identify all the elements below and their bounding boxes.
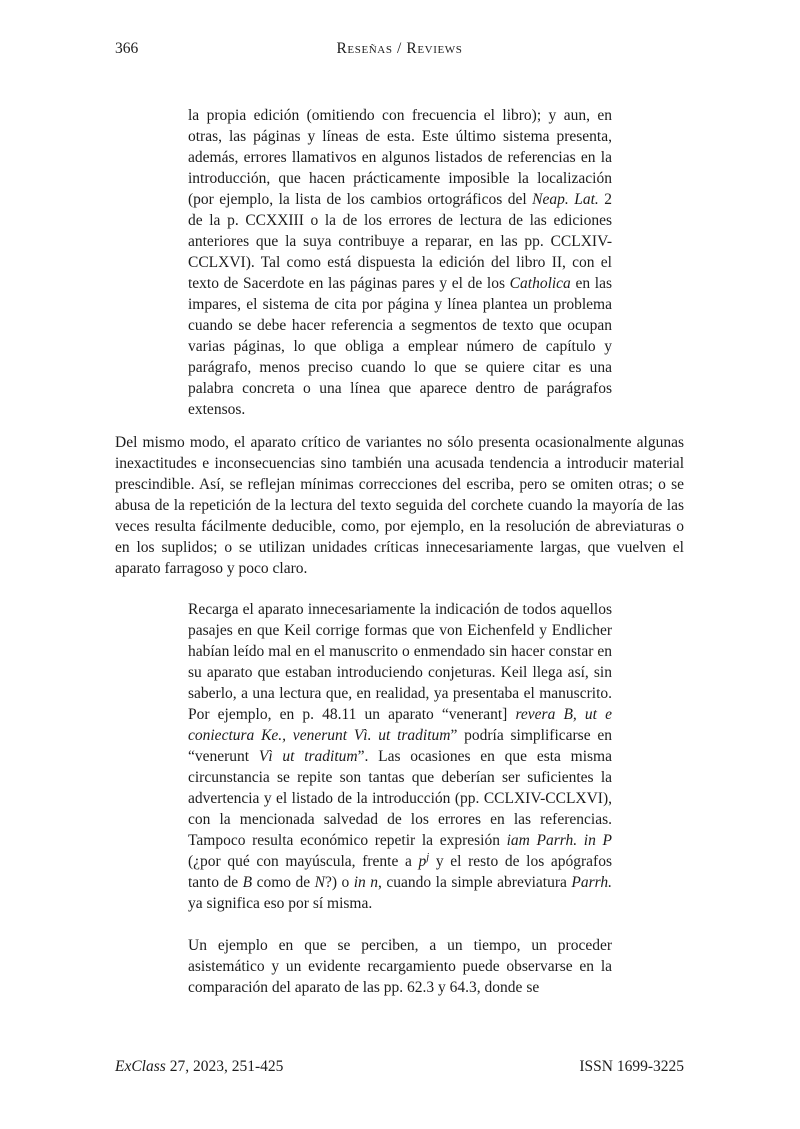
text-run: Parrh. <box>571 874 612 891</box>
block-quote-1 <box>188 105 612 420</box>
body-paragraph-1 <box>115 432 684 579</box>
text-run: como de <box>252 874 315 891</box>
text-run: B <box>242 874 253 891</box>
text-run: Un ejemplo en que se perciben, a un tiempo, un proceder asistemático y un evidente recargamiento puede observarse en la comparación del aparato de las pp. 62.3 y 64.3, donde se <box>188 937 612 996</box>
page-number: 366 <box>115 40 139 57</box>
text-run: N <box>314 874 325 891</box>
text-run: Recarga el aparato innecesariamente la indicación de todos aquellos pasajes en que Keil corrige formas que von Eichenfeld y Endlicher habían leído mal en el manuscrito o enmendado sin hacer constar en su aparato que estaban introduciendo conjeturas. Keil llega así, sin saberlo, a una lectura que, en realidad, ya presentaba el manuscrito. Por ejemplo, en p. 48.11 un aparato “venerant] <box>188 601 612 723</box>
block-quote-2 <box>188 599 612 914</box>
journal-citation <box>115 1056 283 1077</box>
page-header <box>115 38 684 60</box>
text-run: ” podría simplificarse en “venerunt <box>188 727 612 765</box>
text-run: ExClass <box>115 1058 166 1075</box>
text-run: revera B, ut e coniectura Ke., venerunt Vì. ut traditum <box>188 706 612 744</box>
text-run: p <box>418 853 427 870</box>
issn-label: ISSN 1699-3225 <box>579 1058 684 1075</box>
text-run: iam Parrh. in P <box>506 832 612 849</box>
text-run: ya significa eso por sí misma. <box>188 895 373 912</box>
text-run: Del mismo modo, el aparato crítico de variantes no sólo presenta ocasionalmente algunas inexactitudes e inconsecuencias sino también una acusada tendencia a introducir material prescindible. Así, se reflejan mínimas correcciones del escriba, pero se omiten otras; o se abusa de la repetición de la lectura del texto seguida del corchete cuando la mayoría de las veces resulta fácilmente deducible, como, por ejemplo, en la resolución de abreviaturas o en los suplidos; o se utilizan unidades críticas innecesariamente largas, que vuelven el aparato farragoso y poco claro. <box>115 434 684 577</box>
text-run: Neap. Lat. <box>532 191 599 208</box>
text-run: y el resto de los apógrafos tanto de <box>188 853 612 891</box>
page-body <box>115 105 684 998</box>
text-run: , cuando la simple abreviatura <box>378 874 572 891</box>
text-run: in n <box>353 874 379 891</box>
text-run: Catholica <box>509 275 571 292</box>
text-run: (¿por qué con mayúscula, frente a <box>188 853 419 870</box>
text-run: Vì ut traditum <box>258 748 358 765</box>
block-quote-3 <box>188 935 612 998</box>
text-run: la propia edición (omitiendo con frecuencia el libro); y aun, en otras, las páginas y líneas de esta. Este último sistema presenta, además, errores llamativos en algunos listados de referencias en la introducción, que hacen prácticamente imposible la localización (por ejemplo, la lista de los cambios ortográficos del <box>188 107 612 208</box>
text-run: j <box>426 851 430 863</box>
text-run: ”. Las ocasiones en que esta misma circunstancia se repite son tantas que deberían ser suficientes la advertencia y el listado de la introducción (pp. CCLXIV-CCLXVI), con la mencionada salvedad de los errores en las referencias. Tampoco resulta económico repetir la expresión <box>188 748 612 849</box>
text-run: en las impares, el sistema de cita por página y línea plantea un problema cuando se debe hacer referencia a segmentos de texto que ocupan varias páginas, lo que obliga a emplear número de capítulo y parágrafo, menos preciso cuando lo que se quiere citar es una palabra concreta o una línea que aparece dentro de parágrafos extensos. <box>188 275 613 418</box>
running-head: Reseñas / Reviews <box>336 40 463 57</box>
page-footer <box>115 1056 684 1077</box>
text-run: ?) o <box>324 874 354 891</box>
text-run: 27, 2023, 251-425 <box>165 1058 284 1075</box>
text-run: 2 de la p. CCXXIII o la de los errores de lectura de las ediciones anteriores que la suya contribuye a reparar, en las pp. CCLXIV-CCLXVI). Tal como está dispuesta la edición del libro II, con el texto de Sacerdote en las páginas pares y el de los <box>188 191 612 292</box>
